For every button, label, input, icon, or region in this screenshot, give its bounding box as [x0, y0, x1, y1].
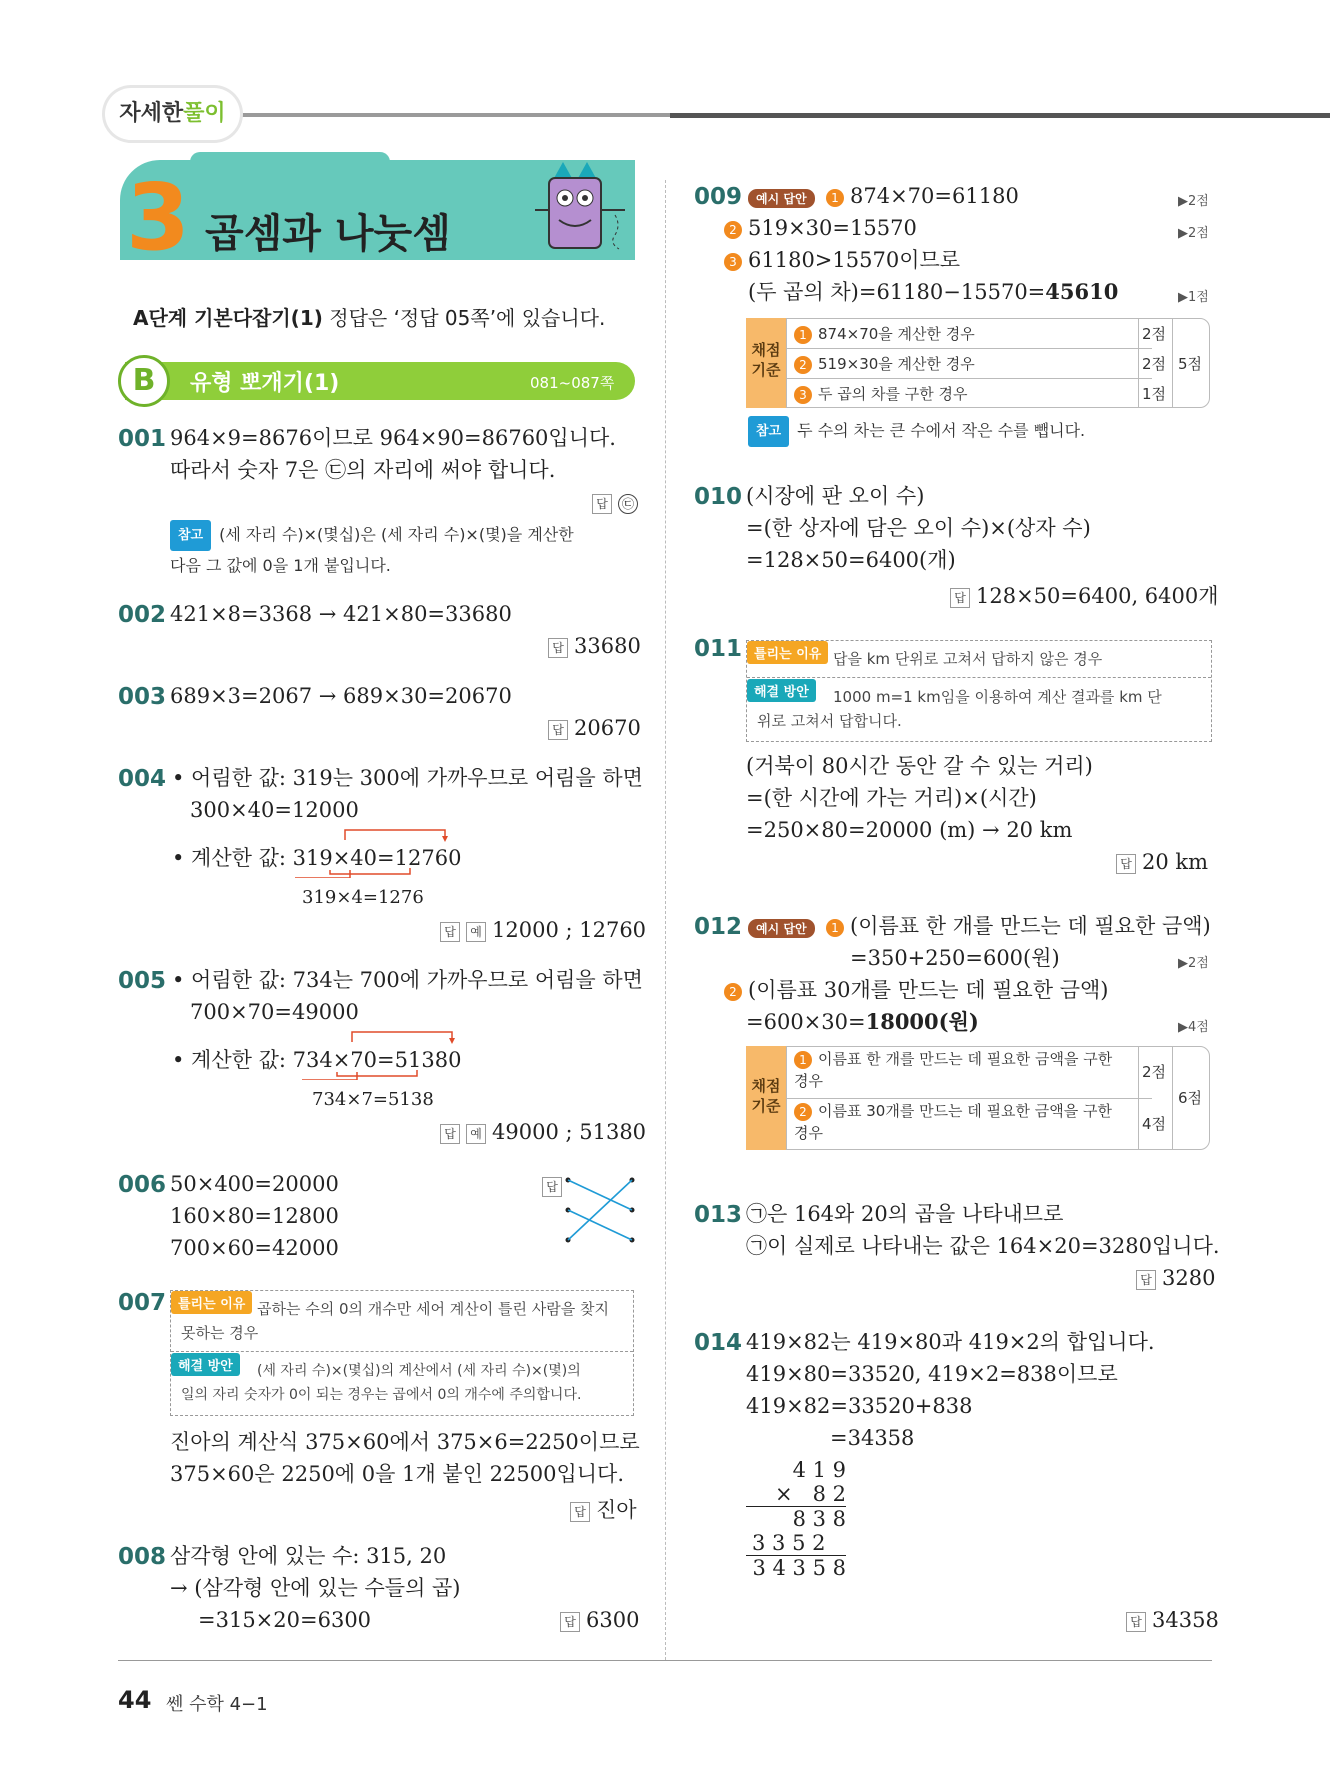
- answer: 답 3280: [1136, 1266, 1215, 1290]
- reference-tag: 참고: [748, 416, 789, 447]
- b-step-badge: B: [118, 355, 170, 407]
- scoring-points: 2점: [1142, 1063, 1167, 1081]
- scoring-row: 1 이름표 한 개를 만드는 데 필요한 금액을 구한 경우: [794, 1050, 1113, 1090]
- solution-line: 421×8=3368 → 421×80=33680: [170, 602, 512, 626]
- solution-line: =34358: [830, 1426, 915, 1450]
- solution-line: ㉠이 실제로 나타내는 값은 164×20=3280입니다.: [746, 1234, 1220, 1258]
- step-2-icon: 2: [724, 983, 742, 1001]
- scoring-points: 4점: [1142, 1115, 1167, 1133]
- step-1-icon: 1: [826, 189, 844, 207]
- solution-line: • 어림한 값: 319는 300에 가까우므로 어림을 하면: [172, 766, 643, 790]
- scoring-row: 1 874×70을 계산한 경우: [794, 320, 975, 349]
- scoring-label: 채점 기준: [746, 1046, 786, 1150]
- problem-number: 001: [118, 426, 167, 452]
- answer-icon: 답: [1126, 1612, 1146, 1632]
- points: ▶2점: [1178, 194, 1209, 209]
- solution-line: 419×82는 419×80과 419×2의 합입니다.: [746, 1330, 1155, 1354]
- solution-line: 50×400=20000: [170, 1172, 339, 1196]
- wrong-reason-text: 답을 km 단위로 고쳐서 답하지 않은 경우: [833, 650, 1103, 668]
- problem-number: 010: [694, 484, 743, 510]
- problem-number: 003: [118, 684, 167, 710]
- scoring-points: 2점: [1142, 355, 1167, 373]
- solution-line: (거북이 80시간 동안 갈 수 있는 거리): [746, 754, 1093, 778]
- solution-line: 734×7=5138: [312, 1089, 434, 1110]
- answer-icon: 답: [548, 720, 568, 740]
- calc-arrows: [292, 1030, 472, 1080]
- solution-line: • 계산한 값: 734×70=51380: [172, 1048, 462, 1072]
- answer: 답 20 km: [1116, 850, 1208, 874]
- step-2-icon: 2: [724, 221, 742, 239]
- solution-line: =250×80=20000 (m) → 20 km: [746, 818, 1073, 842]
- solution-line: =128×50=6400(개): [746, 548, 956, 572]
- answer-icon: 답: [560, 1612, 580, 1632]
- scoring-row: 2 이름표 30개를 만드는 데 필요한 금액을 구한 경우: [794, 1102, 1113, 1142]
- matching-lines: [560, 1170, 640, 1250]
- column-divider: [665, 180, 666, 1660]
- example-icon: 예: [466, 922, 486, 942]
- solution-line: (시장에 판 오이 수): [746, 484, 925, 508]
- scoring-row: 2 519×30을 계산한 경우: [794, 350, 975, 379]
- answer: 답 예 49000 ; 51380: [440, 1120, 646, 1144]
- scoring-table: [746, 1046, 1210, 1150]
- book-title: 쎈 수학 4−1: [166, 1694, 268, 1715]
- answer: 답 34358: [1126, 1608, 1219, 1632]
- solution-line: 따라서 숫자 7은 ㉢의 자리에 써야 합니다.: [170, 458, 556, 482]
- type-title: 유형 뽀개기(1): [190, 371, 340, 396]
- problem-number: 005: [118, 968, 167, 994]
- vertical-calc: 4 1 9 × 8 2 8 3 8 3 3 5 2 3 4 3 5 8: [746, 1458, 846, 1580]
- answer-icon: 답: [542, 1177, 562, 1197]
- scoring-label: 채점 기준: [746, 318, 786, 408]
- answer-icon: 답: [440, 922, 460, 942]
- solution-line: =315×20=6300: [198, 1608, 372, 1632]
- problem-number: 004: [118, 766, 167, 792]
- answer-icon: 답: [592, 494, 612, 514]
- scoring-table: [746, 318, 1210, 408]
- scoring-points: 1점: [1142, 385, 1167, 403]
- chapter-number: 3: [126, 164, 191, 271]
- scoring-total: 5점: [1178, 355, 1203, 373]
- step-1-icon: 1: [826, 919, 844, 937]
- wrong-reason-text: 곱하는 수의 0의 개수만 세어 계산이 틀린 사람을 찾지: [257, 1300, 609, 1318]
- mascot-illustration: [535, 160, 635, 260]
- page-number: 44: [118, 1686, 152, 1714]
- solution-line: =(한 시간에 가는 거리)×(시간): [746, 786, 1037, 810]
- points: ▶4점: [1178, 1020, 1209, 1035]
- answer-icon: 답: [548, 638, 568, 658]
- answer: 답 진아: [570, 1494, 637, 1524]
- solution-line: 964×9=8676이므로 964×90=86760입니다.: [170, 426, 616, 450]
- answer: 답 6300: [560, 1608, 639, 1632]
- solution-line: 689×3=2067 → 689×30=20670: [170, 684, 512, 708]
- problem-number: 006: [118, 1172, 167, 1198]
- solution-line: → (삼각형 안에 있는 수들의 곱): [170, 1576, 461, 1600]
- solution-line: ㉠은 164와 20의 곱을 나타내므로: [746, 1202, 1064, 1226]
- section-logo: 자세한풀이: [105, 88, 240, 140]
- error-tip-box: 틀리는 이유 곱하는 수의 0의 개수만 세어 계산이 틀린 사람을 찾지 못하는 경우 해결 방안 (세 자리 수)×(몇십)의 계산에서 (세 자리 수)×(몇)의 일의 자리 숫자가 0이 되는 경우는 곱에서 0의 개수에 주의합니다.: [170, 1290, 634, 1416]
- solution-tag: 해결 방안: [747, 679, 816, 702]
- solution-line: 160×80=12800: [170, 1204, 339, 1228]
- calc-arrows: [285, 828, 465, 878]
- solution-line: =600×30=18000(원): [746, 1009, 979, 1034]
- solution-line: 419×82=33520+838: [746, 1394, 973, 1418]
- answer-icon: 답: [440, 1124, 460, 1144]
- sample-answer-tag: 예시 답안: [748, 919, 815, 938]
- example-icon: 예: [466, 1124, 486, 1144]
- reference-tag: 참고: [170, 520, 211, 551]
- solution-line: 700×60=42000: [170, 1236, 339, 1260]
- solution-line: =350+250=600(원): [850, 946, 1060, 970]
- reference-note: 참고 두 수의 차는 큰 수에서 작은 수를 뺍니다.: [748, 416, 1085, 447]
- answer: 답 20670: [548, 716, 641, 740]
- answer-icon: 답: [950, 588, 970, 608]
- solution-line: 1 (이름표 한 개를 만드는 데 필요한 금액): [826, 910, 1211, 942]
- solution-line: 삼각형 안에 있는 수: 315, 20: [170, 1544, 447, 1568]
- answer: 답 ㉢: [592, 490, 638, 514]
- answer: 답 33680: [548, 634, 641, 658]
- points: ▶2점: [1178, 226, 1209, 241]
- solution-line: 419×80=33520, 419×2=838이므로: [746, 1362, 1118, 1386]
- scoring-points: 2점: [1142, 325, 1167, 343]
- solution-line: 진아의 계산식 375×60에서 375×6=2250이므로: [170, 1430, 640, 1454]
- solution-tag: 해결 방안: [171, 1353, 240, 1376]
- problem-number: 011: [694, 636, 743, 662]
- solution-line: 300×40=12000: [190, 798, 359, 822]
- answer: 답 예 12000 ; 12760: [440, 918, 646, 942]
- problem-number: 009: [694, 184, 743, 210]
- solution-line: (두 곱의 차)=61180−15570=45610: [748, 279, 1119, 304]
- solution-line: 3 61180>15570이므로: [724, 244, 960, 276]
- wrong-reason-tag: 틀리는 이유: [171, 1291, 252, 1314]
- footer-rule: [118, 1660, 1212, 1661]
- type-pages: 081~087쪽: [530, 374, 615, 392]
- header-rule-dark: [670, 113, 1330, 118]
- problem-number: 007: [118, 1290, 167, 1316]
- reference-note: 참고 (세 자리 수)×(몇십)은 (세 자리 수)×(몇)을 계산한 다음 그 값에 0을 1개 붙입니다.: [170, 520, 640, 580]
- answer-icon: 답: [1116, 854, 1136, 874]
- error-tip-box: 틀리는 이유 답을 km 단위로 고쳐서 답하지 않은 경우 해결 방안 1000 m=1 km임을 이용하여 계산 결과를 km 단 위로 고쳐서 답합니다.: [746, 640, 1212, 742]
- answer-icon: 답: [1136, 1270, 1156, 1290]
- problem-number: 002: [118, 602, 167, 628]
- solution-line: • 어림한 값: 734는 700에 가까우므로 어림을 하면: [172, 968, 643, 992]
- step-3-icon: 3: [724, 253, 742, 271]
- solution-line: 375×60은 2250에 0을 1개 붙인 22500입니다.: [170, 1462, 624, 1486]
- problem-number: 013: [694, 1202, 743, 1228]
- solution-line: 700×70=49000: [190, 1000, 359, 1024]
- problem-number: 014: [694, 1330, 743, 1356]
- sample-answer-tag: 예시 답안: [748, 189, 815, 208]
- wrong-reason-tag: 틀리는 이유: [747, 641, 828, 664]
- solution-line: =(한 상자에 담은 오이 수)×(상자 수): [746, 516, 1091, 540]
- solution-line: 2 (이름표 30개를 만드는 데 필요한 금액): [724, 974, 1109, 1006]
- answer-icon: 답: [570, 1502, 590, 1522]
- problem-number: 012: [694, 914, 743, 940]
- problem-number: 008: [118, 1544, 167, 1570]
- scoring-total: 6점: [1178, 1089, 1203, 1107]
- a-step-heading: A단계 기본다잡기(1) 정답은 ‘정답 05쪽’에 있습니다.: [133, 306, 606, 330]
- points: ▶2점: [1178, 956, 1209, 971]
- solution-line: 1 874×70=61180: [826, 180, 1019, 212]
- solution-line: 319×4=1276: [302, 887, 424, 908]
- points: ▶1점: [1178, 290, 1209, 305]
- answer: 답 128×50=6400, 6400개: [950, 580, 1219, 610]
- chapter-title: 곱셈과 나눗셈: [205, 211, 451, 257]
- solution-line: 2 519×30=15570: [724, 212, 917, 244]
- scoring-row: 3 두 곱의 차를 구한 경우: [794, 380, 967, 409]
- solution-line: • 계산한 값: 319×40=12760: [172, 846, 462, 870]
